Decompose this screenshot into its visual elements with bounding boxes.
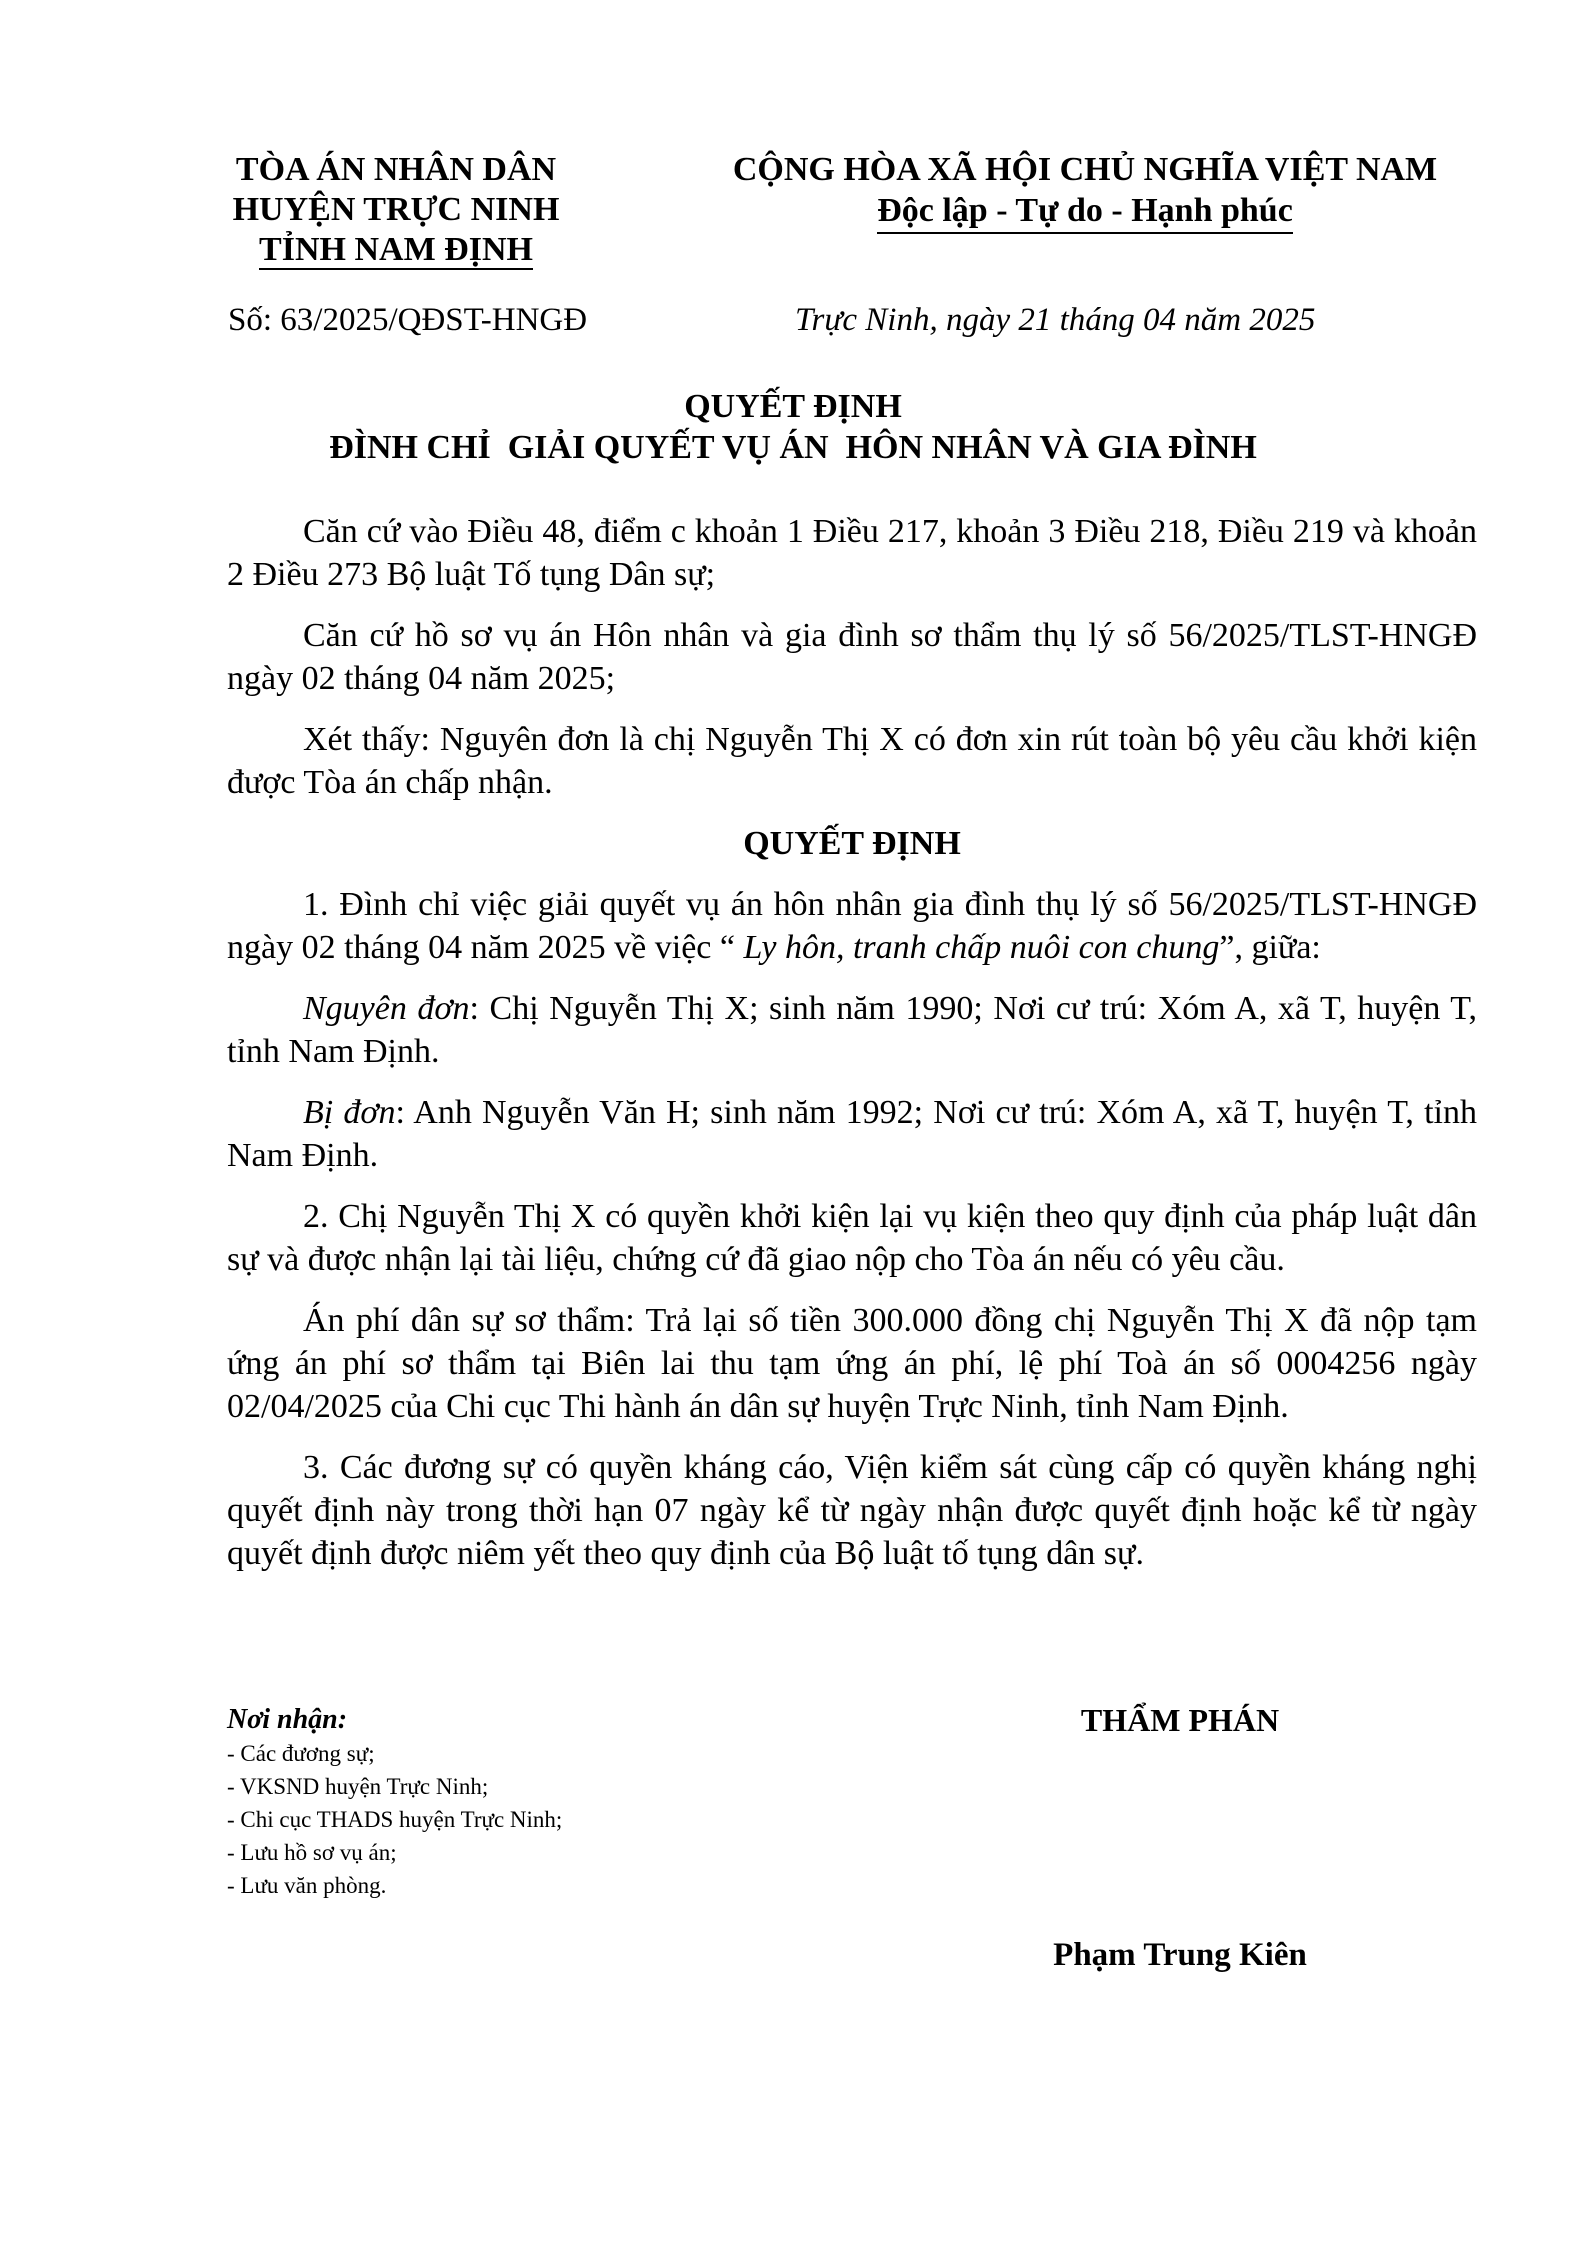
legal-basis-1: Căn cứ vào Điều 48, điểm c khoản 1 Điều 217, khoản 3 Điều 218, Điều 219 và khoản 2 Điều 273 Bộ luật Tố tụng Dân sự; (227, 513, 1477, 593)
legal-basis-2: Căn cứ hồ sơ vụ án Hôn nhân và gia đình sơ thẩm thụ lý số 56/2025/TLST-HNGĐ ngày 02 tháng 04 năm 2025; (227, 617, 1477, 697)
court-line-1: TÒA ÁN NHÂN DÂN (235, 151, 557, 188)
court-line-2: HUYỆN TRỰC NINH (232, 191, 560, 228)
document-subtitle: ĐÌNH CHỈ GIẢI QUYẾT VỤ ÁN HÔN NHÂN VÀ GIA ĐÌNH (329, 429, 1257, 466)
document-body (227, 510, 1477, 1593)
national-motto: Độc lập - Tự do - Hạnh phúc (877, 190, 1293, 234)
court-fee: Án phí dân sự sơ thẩm: Trả lại số tiền 300.000 đồng chị Nguyễn Thị X đã nộp tạm ứng án phí sơ thẩm tại Biên lai thu tạm ứng án phí, lệ phí Toà án số 0004256 ngày 02/04/2025 của Chi cục Thi hành án dân sự huyện Trực Ninh, tỉnh Nam Định. (227, 1302, 1477, 1425)
place-date: Trực Ninh, ngày 21 tháng 04 năm 2025 (795, 302, 1316, 338)
recipient-item: - Lưu hồ sơ vụ án; (227, 1840, 397, 1865)
defendant-info: Bị đơn: Anh Nguyễn Văn H; sinh năm 1992; Nơi cư trú: Xóm A, xã T, huyện T, tỉnh Nam Định. (227, 1094, 1477, 1174)
consideration: Xét thấy: Nguyên đơn là chị Nguyễn Thị X có đơn xin rút toàn bộ yêu cầu khởi kiện được Tòa án chấp nhận. (227, 721, 1477, 801)
document-title: QUYẾT ĐỊNH (684, 388, 902, 425)
recipients (227, 1703, 827, 1902)
plaintiff-info: Nguyên đơn: Chị Nguyễn Thị X; sinh năm 1990; Nơi cư trú: Xóm A, xã T, huyện T, tỉnh Nam Định. (227, 990, 1477, 1070)
nation-name: CỘNG HÒA XÃ HỘI CHỦ NGHĨA VIỆT NAM (732, 151, 1438, 188)
recipient-item: - Các đương sự; (227, 1741, 375, 1766)
document-number: Số: 63/2025/QĐST-HNGĐ (228, 302, 588, 338)
signer-name: Phạm Trung Kiên (1053, 1937, 1307, 1973)
recipient-item: - Chi cục THADS huyện Trực Ninh; (227, 1807, 563, 1832)
decision-item-3: 3. Các đương sự có quyền kháng cáo, Viện kiểm sát cùng cấp có quyền kháng nghị quyết định này trong thời hạn 07 ngày kể từ ngày nhận được quyết định hoặc kể từ ngày quyết định được niêm yết theo quy định của Bộ luật tố tụng dân sự. (227, 1449, 1477, 1572)
decision-item-1: 1. Đình chỉ việc giải quyết vụ án hôn nhân gia đình thụ lý số 56/2025/TLST-HNGĐ ngày 02 tháng 04 năm 2025 về việc “ Ly hôn, tranh chấp nuôi con chung”, giữa: (227, 886, 1477, 966)
signer-title: THẨM PHÁN (1080, 1702, 1280, 1738)
nation-header (700, 150, 1470, 234)
decision-heading: QUYẾT ĐỊNH (743, 825, 961, 862)
decision-item-2: 2. Chị Nguyễn Thị X có quyền khởi kiện lại vụ kiện theo quy định của pháp luật dân sự và được nhận lại tài liệu, chứng cứ đã giao nộp cho Tòa án nếu có yêu cầu. (227, 1198, 1477, 1278)
court-line-3: TỈNH NAM ĐỊNH (259, 231, 533, 268)
court-header (196, 150, 596, 270)
recipient-item: - Lưu văn phòng. (227, 1873, 387, 1898)
recipients-heading: Nơi nhận: (227, 1704, 348, 1735)
recipient-item: - VKSND huyện Trực Ninh; (227, 1774, 489, 1799)
